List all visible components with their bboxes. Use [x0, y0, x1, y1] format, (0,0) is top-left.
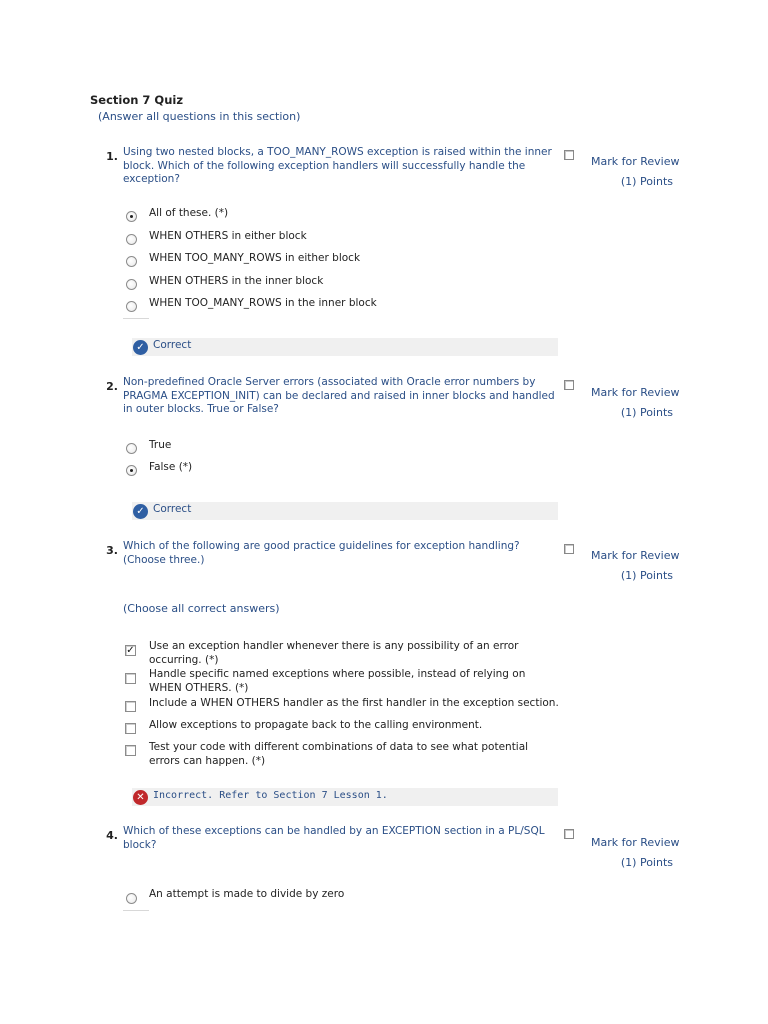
question-text: Using two nested blocks, a TOO_MANY_ROWS exception is raised within the inner block. Which of the following exception handlers will successfully handle the exception?: [123, 146, 552, 185]
answer-option-label: Allow exceptions to propagate back to the calling environment.: [149, 719, 483, 731]
question-text: Which of the following are good practice guidelines for exception handling? (Choose three.): [123, 540, 520, 566]
choose-all-hint: (Choose all correct answers): [123, 602, 280, 615]
divider: [123, 910, 149, 911]
answer-checkbox[interactable]: [125, 745, 136, 756]
answer-option-label: WHEN TOO_MANY_ROWS in the inner block: [149, 297, 377, 309]
points-label: (1) Points: [620, 569, 673, 582]
answer-option-label: Test your code with different combinations of data to see what potential errors can happen. (*): [149, 741, 529, 767]
question-number: 1.: [106, 150, 118, 163]
mark-for-review-checkbox[interactable]: [564, 829, 574, 839]
answer-radio[interactable]: [126, 211, 137, 222]
mark-for-review-checkbox[interactable]: [564, 544, 574, 554]
answer-option-label: WHEN OTHERS in the inner block: [149, 275, 324, 287]
question-number: 4.: [106, 829, 118, 842]
mark-for-review-label: Mark for Review: [591, 155, 680, 168]
question-text: Non-predefined Oracle Server errors (associated with Oracle error numbers by PRAGMA EXCEPTION_INIT) can be declared and raised in inner blocks and handled in outer blocks. True or False?: [123, 376, 555, 415]
feedback-text: Correct: [153, 503, 192, 515]
answer-option-label: All of these. (*): [149, 207, 229, 219]
section-title: Section 7 Quiz: [90, 93, 184, 107]
answer-checkbox[interactable]: [125, 673, 136, 684]
answer-option-label: Handle specific named exceptions where possible, instead of relying on WHEN OTHERS. (*): [149, 668, 526, 694]
check-icon: ✓: [133, 340, 148, 355]
answer-radio[interactable]: [126, 279, 137, 290]
answer-option-label: Include a WHEN OTHERS handler as the first handler in the exception section.: [149, 697, 559, 709]
divider: [123, 318, 149, 319]
points-label: (1) Points: [620, 175, 673, 188]
answer-radio[interactable]: [126, 234, 137, 245]
feedback-bar: [132, 502, 558, 520]
question-number: 3.: [106, 544, 118, 557]
error-icon: ✕: [133, 790, 148, 805]
answer-option-label: WHEN TOO_MANY_ROWS in either block: [149, 252, 361, 264]
points-label: (1) Points: [620, 856, 673, 869]
answer-radio[interactable]: [126, 256, 137, 267]
mark-for-review-label: Mark for Review: [591, 386, 680, 399]
answer-radio[interactable]: [126, 301, 137, 312]
answer-radio[interactable]: [126, 893, 137, 904]
answer-option-label: WHEN OTHERS in either block: [149, 230, 307, 242]
question-number: 2.: [106, 380, 118, 393]
section-subtitle: (Answer all questions in this section): [98, 110, 301, 123]
answer-option-label: An attempt is made to divide by zero: [149, 888, 345, 900]
answer-option-label: False (*): [149, 461, 193, 473]
mark-for-review-label: Mark for Review: [591, 549, 680, 562]
feedback-bar: [132, 338, 558, 356]
answer-checkbox[interactable]: [125, 723, 136, 734]
check-icon: ✓: [133, 504, 148, 519]
points-label: (1) Points: [620, 406, 673, 419]
feedback-text: Correct: [153, 339, 192, 351]
answer-checkbox[interactable]: ✓: [126, 645, 135, 656]
answer-option-label: True: [149, 439, 172, 451]
mark-for-review-checkbox[interactable]: [564, 380, 574, 390]
answer-radio[interactable]: [126, 443, 137, 454]
answer-checkbox[interactable]: [125, 701, 136, 712]
mark-for-review-label: Mark for Review: [591, 836, 680, 849]
question-text: Which of these exceptions can be handled by an EXCEPTION section in a PL/SQL block?: [123, 825, 545, 851]
feedback-text: Incorrect. Refer to Section 7 Lesson 1.: [153, 790, 388, 801]
answer-radio[interactable]: [126, 465, 137, 476]
answer-option-label: Use an exception handler whenever there is any possibility of an error occurring. (*): [149, 640, 519, 666]
mark-for-review-checkbox[interactable]: [564, 150, 574, 160]
